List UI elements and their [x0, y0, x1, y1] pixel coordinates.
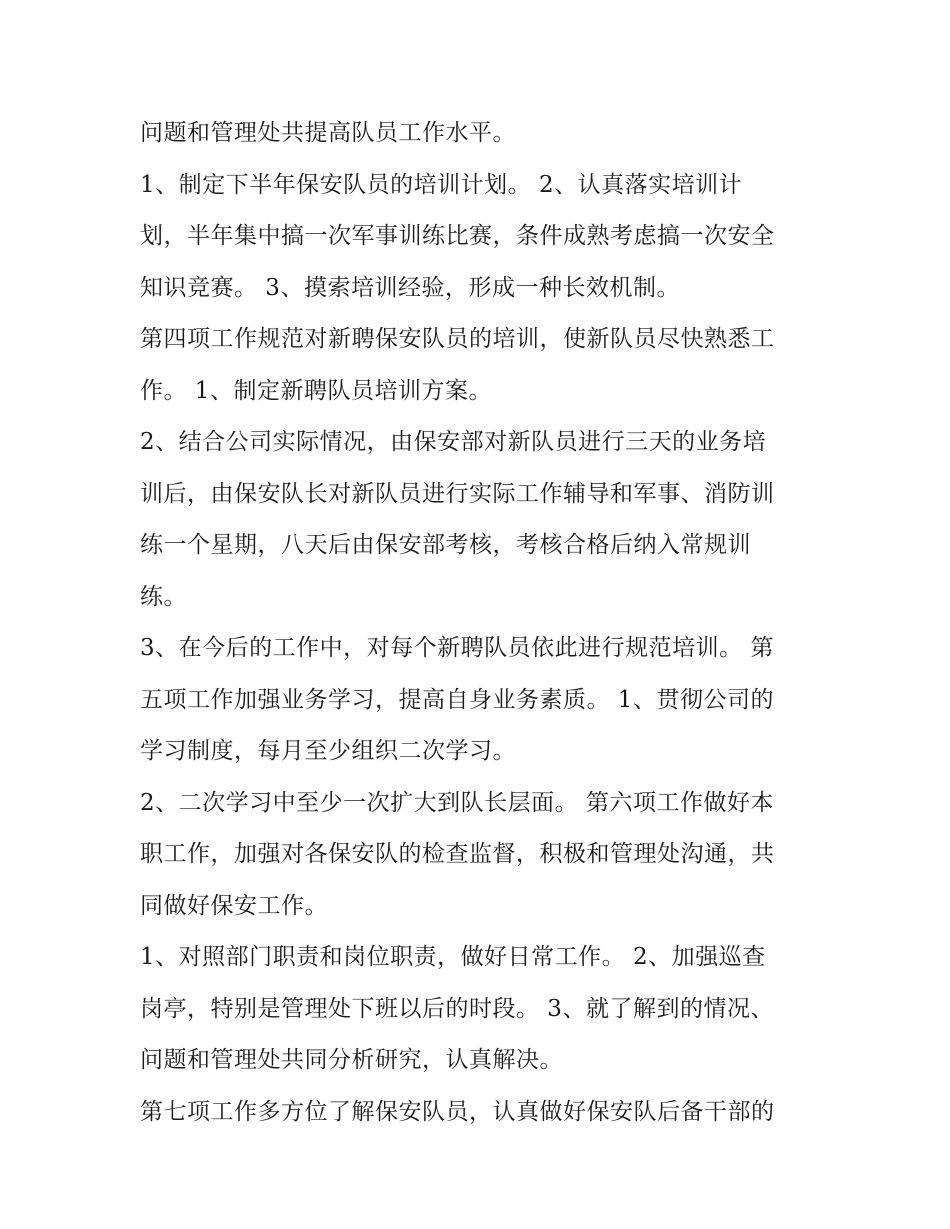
text-line: 1、制定下半年保安队员的培训计划。 2、认真落实培训计	[140, 171, 743, 198]
document-body	[140, 108, 820, 1138]
text-line: 职工作，加强对各保安队的检查监督，积极和管理处沟通，共	[140, 841, 775, 867]
text-line: 作。 1、制定新聘队员培训方案。	[140, 377, 492, 404]
text-line: 知识竞赛。 3、摸索培训经验，形成一种长效机制。	[140, 274, 680, 301]
text-line: 问题和管理处共同分析研究，认真解决。	[140, 1047, 563, 1073]
text-line: 学习制度，每月至少组织二次学习。	[140, 738, 516, 764]
text-line: 同做好保安工作。	[140, 892, 328, 919]
text-line: 训后，由保安队长对新队员进行实际工作辅导和军事、消防训	[140, 480, 775, 507]
text-line: 练一个星期，八天后由保安部考核，考核合格后纳入常规训	[140, 532, 751, 558]
text-line: 1、对照部门职责和岗位职责，做好日常工作。 2、加强巡查	[140, 944, 766, 970]
text-line: 练。	[140, 583, 187, 610]
text-line: 2、二次学习中至少一次扩大到队长层面。 第六项工作做好本	[140, 789, 774, 816]
text-line: 问题和管理处共提高队员工作水平。	[140, 120, 516, 146]
text-line: 第七项工作多方位了解保安队员，认真做好保安队后备干部的	[140, 1098, 775, 1125]
text-line: 第四项工作规范对新聘保安队员的培训，使新队员尽快熟悉工	[140, 326, 775, 352]
text-line: 五项工作加强业务学习，提高自身业务素质。 1、贯彻公司的	[140, 686, 774, 713]
text-line: 划，半年集中搞一次军事训练比赛，条件成熟考虑搞一次安全	[140, 223, 775, 249]
text-line: 岗亭，特别是管理处下班以后的时段。 3、就了解到的情况、	[140, 995, 774, 1022]
text-line: 3、在今后的工作中，对每个新聘队员依此进行规范培训。 第	[140, 635, 774, 661]
text-line: 2、结合公司实际情况，由保安部对新队员进行三天的业务培	[140, 429, 767, 455]
